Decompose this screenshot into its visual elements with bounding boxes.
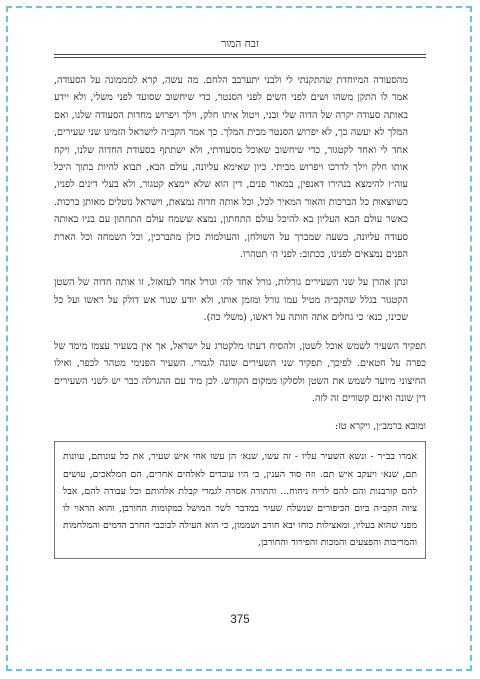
paragraph-gap (54, 263, 426, 274)
running-header: זבח המור (54, 38, 426, 55)
paragraph-2: ונתן אהרן על שני השעירים גורלות, גורל אחד לה׳ וגורל אחד לעזאזל, זו אותה חדוה של השטן הקטגור בגלל שהקב״ה מטיל עמו גורל ומזמן אותו, ולא יודע שנור אש דולק על ראשו ועל כל שכינו, כנא׳ כי גחלים אתה חותה על ראשו, (משלי כה). (54, 277, 408, 324)
paragraph-1: מהסעודה המיוחדת שהתקנתי לי ולבני יתערבב הלחם. מה עשה, קרא למממונה על הסעודה, אמר לו התקן משהו ושים לפני השים לפני הסנטר, כדי שיחשוב שסועד לפני משלי, ולא יידע באותה סעודה יקרה של הדוה שלי ובני, ויטול איתו חלק, וילך ויפרוש מחדות הסעודה שלנו, ואם המלך לא יעשה כך, לא יפרוש הסנטר מבית המלך. כך אמר הקב״ה לישראל הזמינו שני שעירים, אחד לי ואחד לקטגור, כדי שיחשוב שאוכל מסעודתי, ולא ישתתף בסעודת החדוה שלנו, ויקח אותו חלק וילך לדרכו ויפרוש מביתי. כיון שאימא עליונה, עולם הבא, תבוא להיות בתוך היכל עוה״ז להימצא בנהירו דאנפין, במאור פנים, דין הוא שלא יימצא קטגור, ולא בעלי דינים לפניו, כשיוצאות כל הברכות והאור המאיר לכל, וכל אותה חדוה נמצאת, וישראל נוטלים מאותן ברכות. כאשר עולם הבא העליון בא להיכל עולם התחתון, נמצא ששמח עולם התחתון עם בניו באותה סעודה עליונה, בשעה שמברך על השולחן, והעולמות כולן מתברכין, וכל השמחה וכל הארת הפנים נמצאים לפנינו, ככתוב: לפני ה׳ תטהרו. (54, 75, 408, 261)
paragraph-gap (54, 327, 426, 338)
book-page (54, 38, 426, 559)
page-number: 375 (230, 614, 250, 626)
header-rule (54, 57, 426, 58)
quote-text: אמרו בב״ר - ונשא השעיר עליו - זה עשו, שנא׳ הן עשו אחי איש שעיר, את כל עונותם, עוונות תם, שנא׳ ויעקב איש תם. וזה סוד הענין, כי היו עובדים לאלהים אחרים, הם המלאכים, עושים להם קורבנות והם להם לריח ניחוח... והתורה אסרה לגמרי קבלת אלהותם וכל עבודה להם, אבל ציוה הקב״ה ביום הכיפורים שנשלח שעיר במדבר לשר המושל במקומות החורבן, והוא הראוי לו מפני שהוא בעליו, ומאצילות כוחו יבא חורב ושממון, כי הוא העילה לכוכבי החרב הדמים והמלחמות והמריבות והפצעים והמכות והפירוד והחורבן, (63, 451, 417, 549)
section-title: ומובא ברמב״ן, ויקרא טז: (334, 421, 426, 433)
quote-box (54, 441, 426, 558)
paragraph-3: תפקיד השעיר לשמש אוכל לשטן, ולהסיח דעתו מלקטרג על ישראל, אך אין בשעיר עצמו מימד של כפרה על חטאים. לפיכך, תפקיד שני השעירים שונה לגמרי. השעיר הפנימי מטהר לכפר, ואילו החיצוני מיועד לשמש את השטן ולסלקו ממקום הקודש. לכן מיד עם ההגרלה כבר יש לשני השעירים דין שונה ואינם קשורים זה לזה. (54, 340, 426, 404)
paragraph-gap (54, 407, 426, 418)
